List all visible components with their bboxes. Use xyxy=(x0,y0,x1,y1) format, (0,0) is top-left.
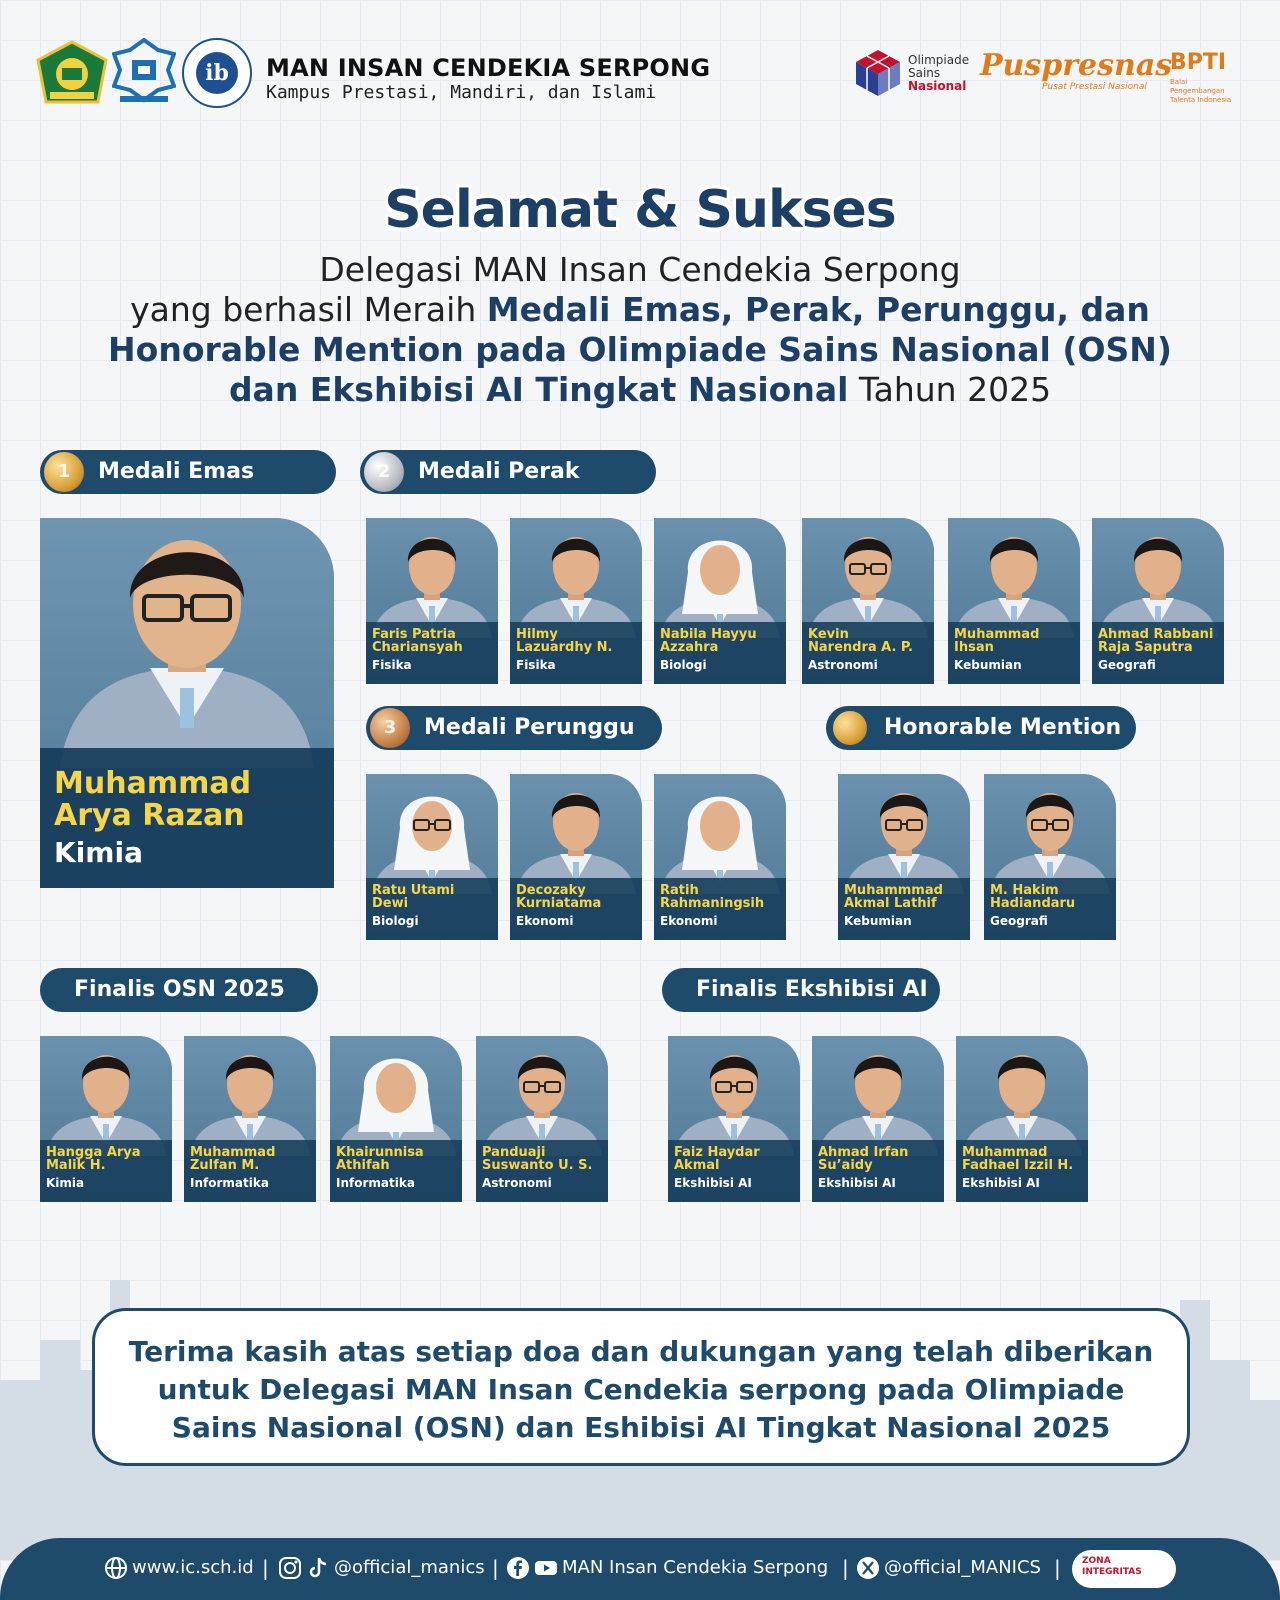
student-card-finalis-osn xyxy=(40,1036,172,1202)
title-selamat: Selamat & Sukses xyxy=(384,180,896,240)
student-subject: Ekshibisi AI xyxy=(962,1176,1040,1190)
globe-icon xyxy=(104,1556,128,1580)
thanks-message-box xyxy=(92,1308,1190,1466)
instagram-icon xyxy=(278,1556,302,1580)
student-subject: Ekshibisi AI xyxy=(818,1176,896,1190)
subtitle-line-1: Delegasi MAN Insan Cendekia Serpong xyxy=(319,250,961,289)
student-subject: Ekshibisi AI xyxy=(674,1176,752,1190)
student-card-silver xyxy=(1092,518,1224,684)
student-card-silver xyxy=(510,518,642,684)
thanks-line-2: untuk Delegasi MAN Insan Cendekia serpong pada Olimpiade xyxy=(157,1373,1125,1406)
student-card-honorable xyxy=(838,774,970,940)
student-name-line1: Nabila Hayyu xyxy=(660,627,757,642)
gold-name-line2: Arya Razan xyxy=(54,798,245,833)
student-subject: Biologi xyxy=(660,658,707,672)
student-photo xyxy=(654,774,786,894)
footer-instagram-tiktok[interactable]: @official_manics xyxy=(278,1554,485,1582)
silver-medal-icon: 2 xyxy=(364,452,404,492)
gold-medalist-card xyxy=(40,518,334,888)
student-photo xyxy=(40,518,334,768)
student-card-finalis-osn xyxy=(476,1036,608,1202)
osn-cube-logo xyxy=(854,48,902,98)
thanks-line-3: Sains Nasional (OSN) dan Eshibisi AI Tingkat Nasional 2025 xyxy=(171,1411,1111,1444)
student-photo xyxy=(838,774,970,894)
student-card-finalis-osn xyxy=(330,1036,462,1202)
student-name-line2: Kurniatama xyxy=(516,896,602,911)
school-tagline: Kampus Prestasi, Mandiri, dan Islami xyxy=(266,82,657,103)
gold-medal-icon: 1 xyxy=(44,452,84,492)
bpti-logo: BPTI xyxy=(1170,50,1227,75)
puspresnas-subtitle: Pusat Prestasi Nasional xyxy=(1042,82,1147,92)
student-card-silver xyxy=(948,518,1080,684)
section-medali-perak: 2 Medali Perak xyxy=(360,450,656,494)
student-name-line2: Suswanto U. S. xyxy=(482,1158,593,1173)
school-name: MAN INSAN CENDEKIA SERPONG xyxy=(266,54,711,82)
osn-logo-text: Olimpiade Sains Nasional xyxy=(908,53,970,93)
subtitle-line-2: yang berhasil Meraih Medali Emas, Perak, Perunggu, dan xyxy=(130,290,1150,329)
student-name-line1: Hilmy xyxy=(516,627,558,642)
insan-cendekia-logo xyxy=(112,38,176,104)
section-medali-emas: 1 Medali Emas xyxy=(40,450,336,494)
footer-separator: | xyxy=(842,1556,849,1580)
student-subject: Fisika xyxy=(372,658,412,672)
facebook-icon xyxy=(506,1556,530,1580)
student-name-line1: Ahmad Rabbani xyxy=(1098,627,1214,642)
footer-x[interactable]: @official_MANICS xyxy=(856,1554,1041,1582)
student-photo xyxy=(510,518,642,638)
student-card-bronze xyxy=(510,774,642,940)
student-name-line2: Fadhael Izzil H. xyxy=(962,1158,1074,1173)
youtube-icon xyxy=(534,1556,558,1580)
student-name-line1: Ratu Utami xyxy=(372,883,455,898)
bronze-medal-icon: 3 xyxy=(370,708,410,748)
student-photo xyxy=(366,774,498,894)
student-name-line1: Faiz Haydar xyxy=(674,1145,760,1160)
student-card-bronze xyxy=(366,774,498,940)
footer-separator: | xyxy=(262,1556,269,1580)
student-photo xyxy=(184,1036,316,1156)
student-subject: Fisika xyxy=(516,658,556,672)
bpti-subtitle: Balai Pengembangan Talenta Indonesia xyxy=(1170,78,1232,104)
student-name-line1: M. Hakim xyxy=(990,883,1059,898)
student-name-line2: Dewi xyxy=(372,896,409,911)
student-name-line2: Ihsan xyxy=(954,640,994,655)
student-photo xyxy=(956,1036,1088,1156)
thanks-line-1: Terima kasih atas setiap doa dan dukungan yang telah diberikan xyxy=(128,1335,1154,1368)
student-photo xyxy=(366,518,498,638)
student-subject: Geografi xyxy=(990,914,1048,928)
student-name-line1: Khairunnisa xyxy=(336,1145,424,1160)
student-card-finalis-ai xyxy=(668,1036,800,1202)
student-name-line1: Ahmad Irfan xyxy=(818,1145,909,1160)
student-subject: Kimia xyxy=(46,1176,85,1190)
ribbon-medal-icon xyxy=(830,708,870,748)
student-photo xyxy=(510,774,642,894)
footer-separator: | xyxy=(492,1556,499,1580)
student-photo xyxy=(802,518,934,638)
student-name-line2: Lazuardhy N. xyxy=(516,640,613,655)
student-card-finalis-osn xyxy=(184,1036,316,1202)
student-photo xyxy=(984,774,1116,894)
kemenag-logo xyxy=(36,40,108,106)
student-photo xyxy=(812,1036,944,1156)
subtitle-line-3: Honorable Mention pada Olimpiade Sains Nasional (OSN) xyxy=(108,330,1172,369)
student-subject: Kebumian xyxy=(844,914,912,928)
student-card-silver xyxy=(654,518,786,684)
student-name-line1: Hangga Arya xyxy=(46,1145,141,1160)
student-name-line2: Raja Saputra xyxy=(1098,640,1193,655)
student-photo xyxy=(330,1036,462,1156)
footer-separator: | xyxy=(1054,1556,1061,1580)
student-name-line2: Rahmaningsih xyxy=(660,896,765,911)
student-name-line2: Narendra A. P. xyxy=(808,640,913,655)
x-twitter-icon xyxy=(856,1556,880,1580)
student-card-silver xyxy=(802,518,934,684)
student-name-line1: Kevin xyxy=(808,627,849,642)
student-subject: Geografi xyxy=(1098,658,1156,672)
student-name-line1: Muhammad xyxy=(190,1145,276,1160)
student-subject: Ekonomi xyxy=(516,914,574,928)
student-card-silver xyxy=(366,518,498,684)
student-photo xyxy=(40,1036,172,1156)
student-name-line2: Su’aidy xyxy=(818,1158,873,1173)
student-subject: Astronomi xyxy=(808,658,878,672)
gold-name-line1: Muhammad xyxy=(54,766,252,801)
student-name-line1: Muhammad xyxy=(962,1145,1048,1160)
student-name-line1: Decozaky xyxy=(516,883,586,898)
student-subject: Ekonomi xyxy=(660,914,718,928)
gold-subject: Kimia xyxy=(54,836,143,869)
student-card-finalis-ai xyxy=(956,1036,1088,1202)
student-subject: Informatika xyxy=(336,1176,415,1190)
student-name-line2: Akmal xyxy=(674,1158,720,1173)
footer-facebook-youtube[interactable]: MAN Insan Cendekia Serpong xyxy=(506,1554,828,1582)
tiktok-icon xyxy=(306,1556,330,1580)
student-name-line1: Muhammmad xyxy=(844,883,943,898)
student-subject: Informatika xyxy=(190,1176,269,1190)
student-subject: Biologi xyxy=(372,914,419,928)
student-name-line2: Chariansyah xyxy=(372,640,463,655)
ib-logo: ib xyxy=(182,38,252,108)
student-name-line1: Panduaji xyxy=(482,1145,546,1160)
student-name-line1: Faris Patria xyxy=(372,627,456,642)
student-photo xyxy=(948,518,1080,638)
student-name-line2: Azzahra xyxy=(660,640,719,655)
zona-integritas-badge: ZONA INTEGRITAS xyxy=(1072,1550,1176,1588)
student-card-honorable xyxy=(984,774,1116,940)
section-finalis-ai: Finalis Ekshibisi AI xyxy=(662,968,940,1012)
student-photo xyxy=(654,518,786,638)
student-name-line2: Malik H. xyxy=(46,1158,106,1173)
student-name-line2: Akmal Lathif xyxy=(844,896,937,911)
student-name-line2: Zulfan M. xyxy=(190,1158,260,1173)
student-name-line1: Muhammad xyxy=(954,627,1040,642)
student-subject: Kebumian xyxy=(954,658,1022,672)
section-honorable-mention: Honorable Mention xyxy=(826,706,1136,750)
footer-website[interactable]: www.ic.sch.id xyxy=(104,1554,254,1582)
student-photo xyxy=(1092,518,1224,638)
section-finalis-osn: Finalis OSN 2025 xyxy=(40,968,318,1012)
student-card-bronze xyxy=(654,774,786,940)
student-card-finalis-ai xyxy=(812,1036,944,1202)
student-name-line2: Hadiandaru xyxy=(990,896,1076,911)
section-medali-perunggu: 3 Medali Perunggu xyxy=(366,706,662,750)
student-photo xyxy=(476,1036,608,1156)
student-name-line2: Athifah xyxy=(336,1158,390,1173)
subtitle-line-4: dan Ekshibisi AI Tingkat Nasional Tahun 2025 xyxy=(228,370,1052,409)
student-subject: Astronomi xyxy=(482,1176,552,1190)
student-photo xyxy=(668,1036,800,1156)
puspresnas-logo: Puspresnas xyxy=(980,48,1173,83)
student-name-line1: Ratih xyxy=(660,883,699,898)
